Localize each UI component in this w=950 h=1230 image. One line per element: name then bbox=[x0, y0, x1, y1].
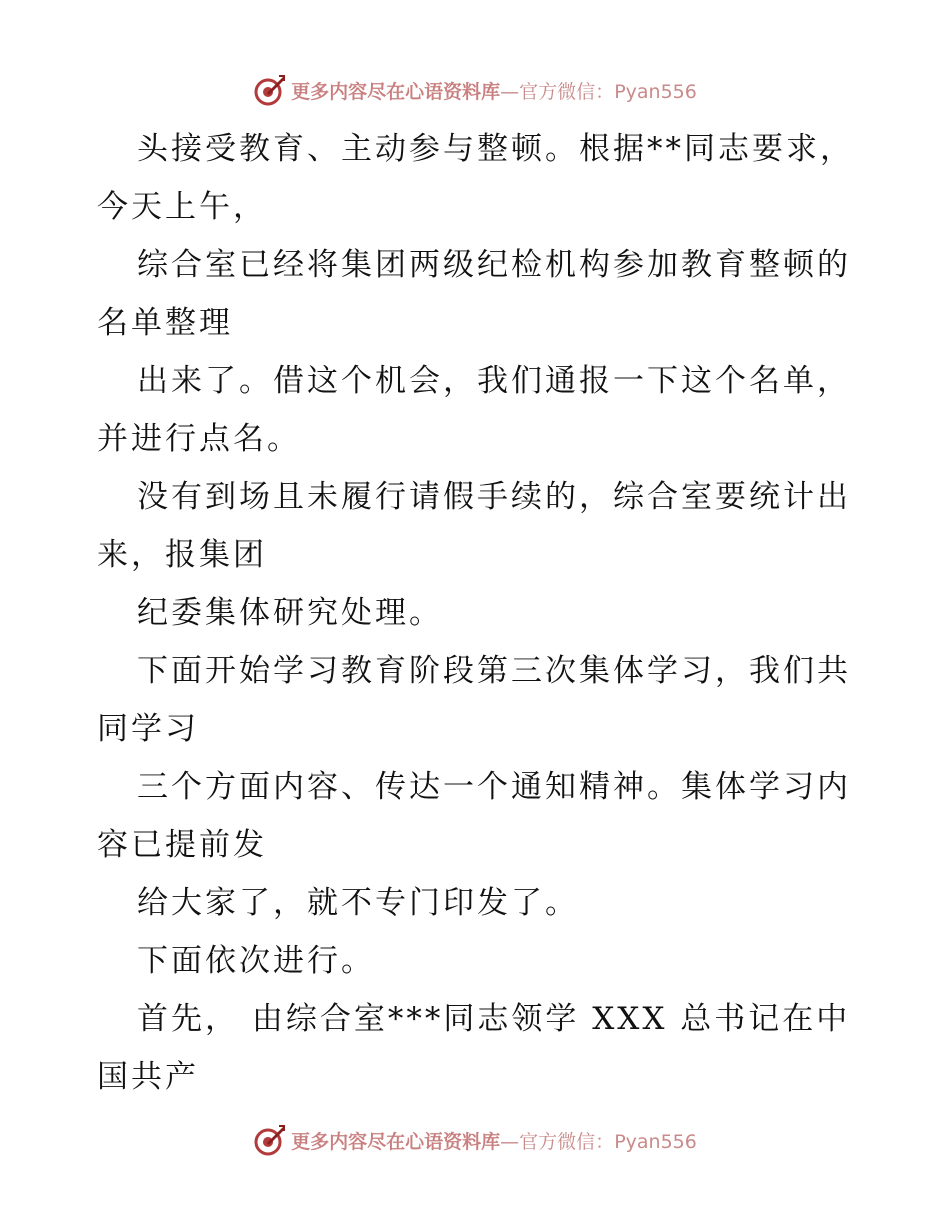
footer-site-text bbox=[291, 1127, 697, 1154]
header-wechat-label: 官方微信： bbox=[519, 80, 615, 103]
text-line-1: 头接受教育、主动参与整顿。根据**同志要求， bbox=[137, 131, 854, 167]
text-line-9: 纪委集体研究处理。 bbox=[137, 595, 443, 631]
pen-nib-circle-icon bbox=[253, 1123, 287, 1157]
text-line-15: 下面依次进行。 bbox=[137, 943, 375, 979]
text-line-5: 出来了。借这个机会，我们通报一下这个名单， bbox=[137, 363, 851, 399]
footer-wechat-id: Pyan556 bbox=[614, 1130, 697, 1153]
text-line-7: 没有到场且未履行请假手续的，综合室要统计出 bbox=[137, 479, 851, 515]
footer-site-name: 更多内容尽在心语资料库 bbox=[291, 1130, 501, 1153]
text-line-4: 名单整理 bbox=[97, 305, 233, 341]
header-banner bbox=[0, 70, 950, 110]
footer-dash: — bbox=[500, 1130, 520, 1153]
text-line-13: 容已提前发 bbox=[97, 827, 267, 863]
header-site-name: 更多内容尽在心语资料库 bbox=[291, 80, 501, 103]
text-line-10: 下面开始学习教育阶段第三次集体学习，我们共 bbox=[137, 653, 851, 689]
footer-wechat-label: 官方微信： bbox=[519, 1130, 615, 1153]
header-site-text bbox=[291, 77, 697, 104]
text-line-3: 综合室已经将集团两级纪检机构参加教育整顿的 bbox=[137, 247, 851, 283]
footer-banner bbox=[0, 1120, 950, 1160]
document-body bbox=[97, 120, 857, 1106]
text-line-2: 今天上午， bbox=[97, 189, 267, 225]
text-line-17: 国共产 bbox=[97, 1059, 199, 1095]
header-dash: — bbox=[500, 80, 520, 103]
header-wechat-id: Pyan556 bbox=[614, 80, 697, 103]
text-line-11: 同学习 bbox=[97, 711, 199, 747]
text-line-14: 给大家了，就不专门印发了。 bbox=[137, 885, 579, 921]
text-line-8: 来，报集团 bbox=[97, 537, 267, 573]
text-line-6: 并进行点名。 bbox=[97, 421, 301, 457]
text-line-16: 首先， 由综合室***同志领学 XXX 总书记在中 bbox=[137, 1001, 851, 1037]
text-line-12: 三个方面内容、传达一个通知精神。集体学习内 bbox=[137, 769, 851, 805]
pen-nib-circle-icon bbox=[253, 73, 287, 107]
